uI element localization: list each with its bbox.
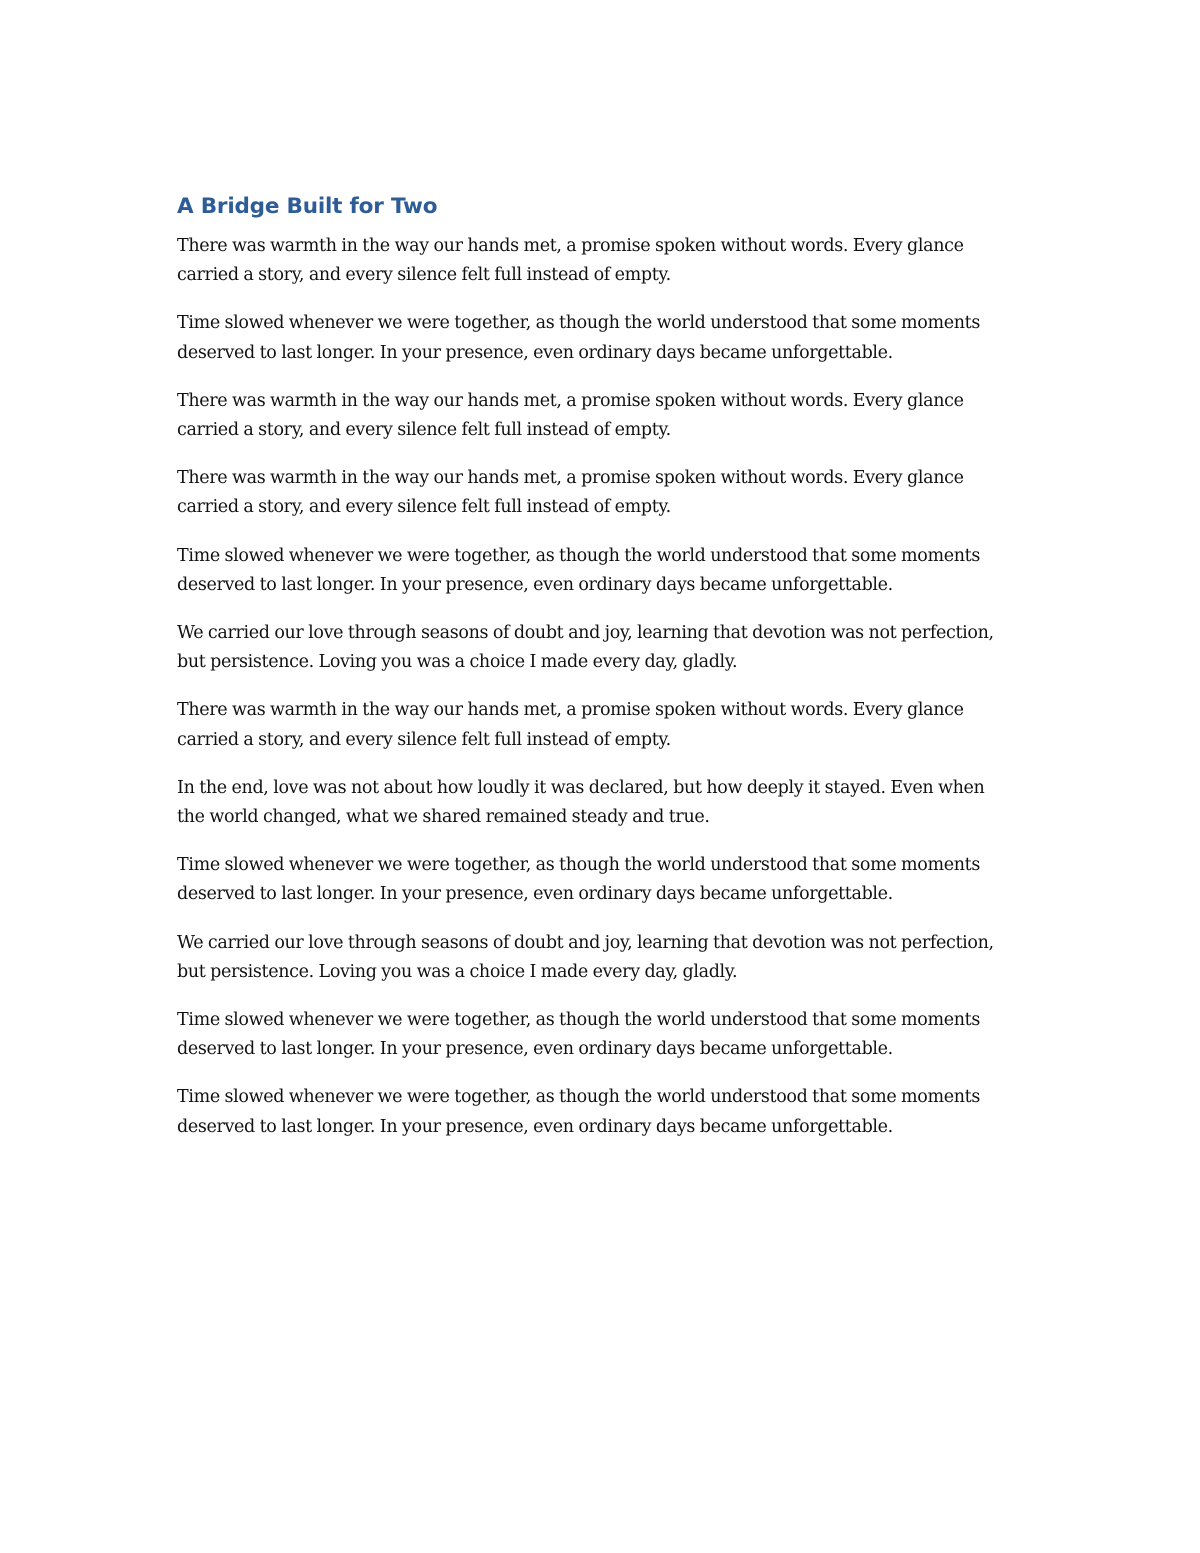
paragraph: We carried our love through seasons of doubt and joy, learning that devotion was not perfection, but persistence. Loving you was a choice I made every day, gladly. [177, 932, 994, 982]
paragraph: Time slowed whenever we were together, as though the world understood that some moments deserved to last longer. In your presence, even ordinary days became unforgettable. [177, 855, 980, 905]
document-body [177, 188, 1007, 1161]
paragraph: There was warmth in the way our hands met, a promise spoken without words. Every glance carried a story, and every silence felt full instead of empty. [177, 236, 964, 286]
paragraph: There was warmth in the way our hands met, a promise spoken without words. Every glance carried a story, and every silence felt full instead of empty. [177, 700, 964, 750]
paragraph: There was warmth in the way our hands met, a promise spoken without words. Every glance carried a story, and every silence felt full instead of empty. [177, 468, 964, 518]
paragraph: Time slowed whenever we were together, as though the world understood that some moments deserved to last longer. In your presence, even ordinary days became unforgettable. [177, 313, 980, 363]
paragraph: Time slowed whenever we were together, as though the world understood that some moments deserved to last longer. In your presence, even ordinary days became unforgettable. [177, 545, 980, 595]
paragraph: Time slowed whenever we were together, as though the world understood that some moments deserved to last longer. In your presence, even ordinary days became unforgettable. [177, 1087, 980, 1137]
paragraph: We carried our love through seasons of doubt and joy, learning that devotion was not perfection, but persistence. Loving you was a choice I made every day, gladly. [177, 623, 994, 673]
paragraph: In the end, love was not about how loudly it was declared, but how deeply it stayed. Even when the world changed, what we shared remained steady and true. [177, 777, 985, 828]
paragraph: Time slowed whenever we were together, as though the world understood that some moments deserved to last longer. In your presence, even ordinary days became unforgettable. [177, 1010, 980, 1060]
paragraph: There was warmth in the way our hands met, a promise spoken without words. Every glance carried a story, and every silence felt full instead of empty. [177, 390, 964, 441]
document-title: A Bridge Built for Two [177, 194, 438, 219]
